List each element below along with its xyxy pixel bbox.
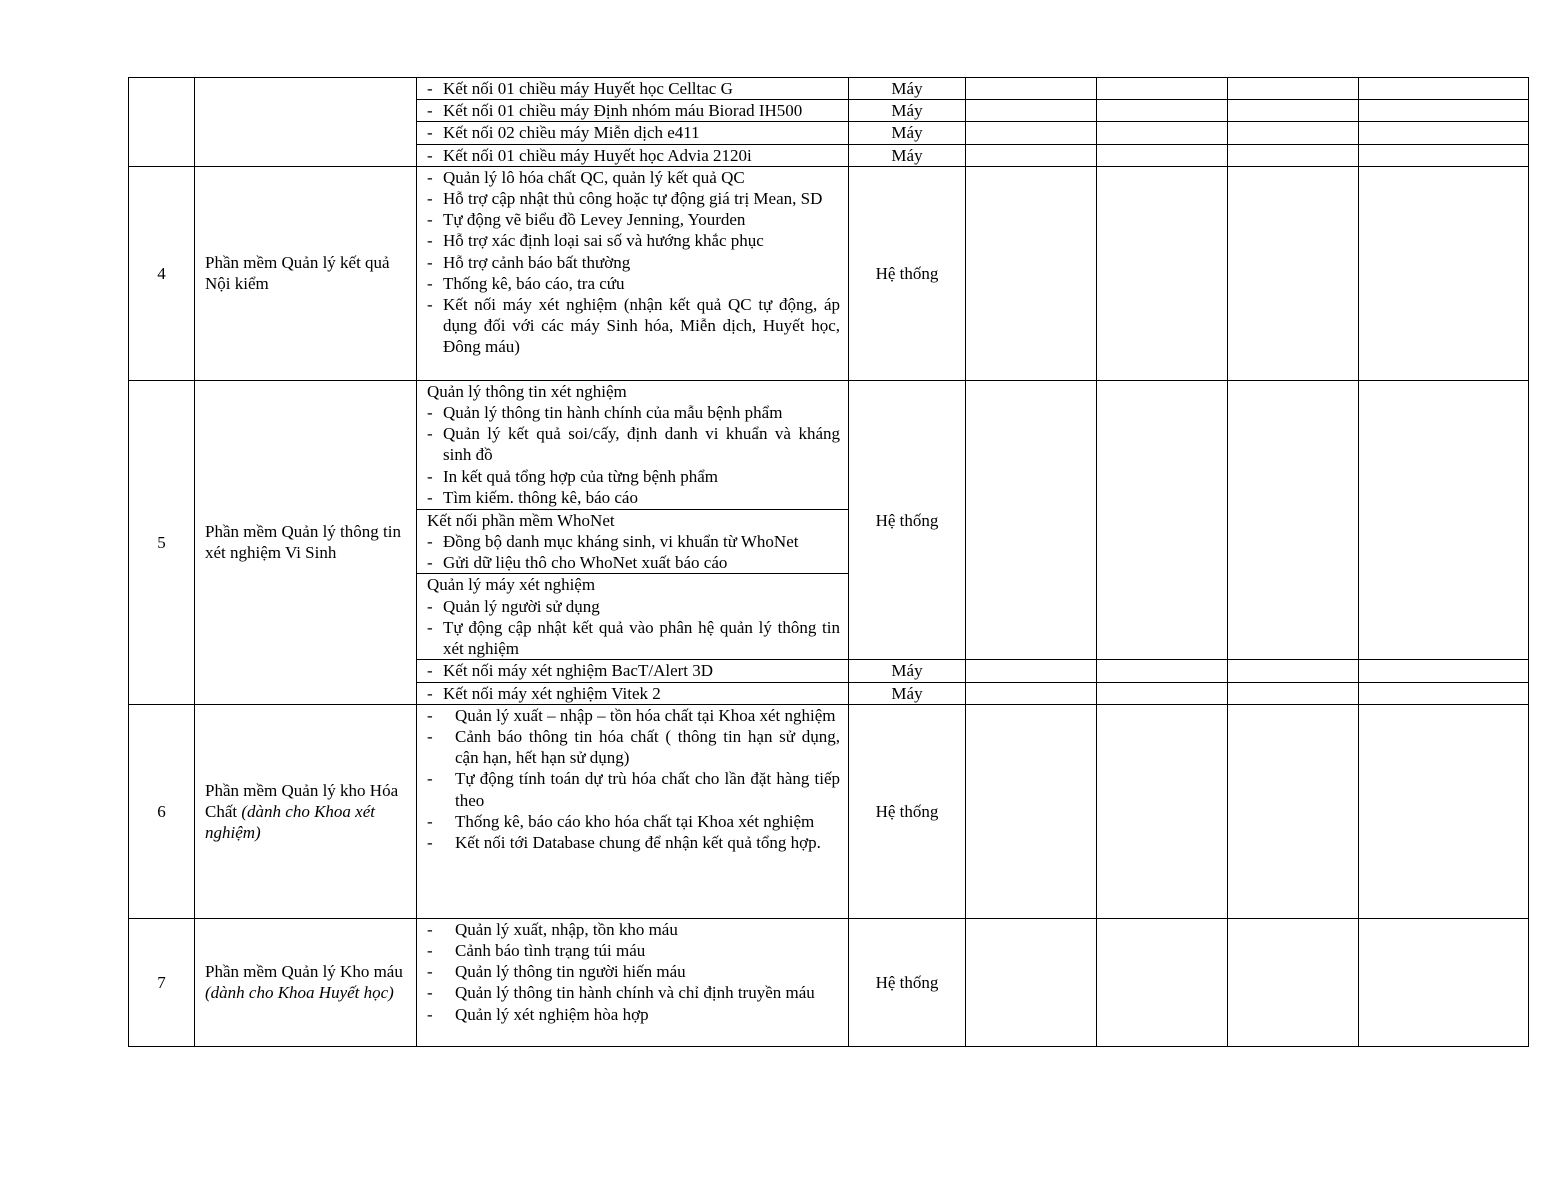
cell-name: Phần mềm Quản lý Kho máu (dành cho Khoa Huyết học) (195, 918, 417, 1046)
list-item: - Tự động cập nhật kết quả vào phân hệ quản lý thông tin xét nghiệm (427, 617, 840, 659)
table-row (129, 166, 1529, 380)
cell-unit: Máy (849, 122, 966, 144)
cell-desc (417, 166, 849, 380)
list-item: - Quản lý xuất, nhập, tồn kho máu (427, 919, 678, 939)
cell-unit: Hệ thống (849, 166, 966, 380)
list-item: - Đồng bộ danh mục kháng sinh, vi khuẩn từ WhoNet (427, 532, 799, 552)
list-item: - Tự động tính toán dự trù hóa chất cho lần đặt hàng tiếp theo (427, 769, 840, 810)
cell-desc (417, 122, 849, 144)
cell-desc (417, 100, 849, 122)
cell-name: Phần mềm Quản lý kết quả Nội kiểm (195, 166, 417, 380)
list-item: - Thống kê, báo cáo, tra cứu (427, 273, 625, 293)
list-item: - Kết nối tới Database chung để nhận kết quả tổng hợp. (427, 833, 821, 853)
cell-desc (417, 918, 849, 1046)
list-item: - Quản lý kết quả soi/cấy, định danh vi khuẩn và kháng sinh đồ (427, 424, 840, 465)
cell-name (195, 78, 417, 167)
cell-desc (417, 704, 849, 918)
cell-unit: Hệ thống (849, 918, 966, 1046)
list-item: - Kết nối 01 chiều máy Huyết học Celltac G (427, 79, 733, 98)
list-item: - Kết nối 02 chiều máy Miễn dịch e411 (427, 123, 700, 143)
group-heading: Kết nối phần mềm WhoNet (427, 510, 615, 530)
cell-unit: Máy (849, 78, 966, 100)
cell-desc (417, 682, 849, 704)
cell-no: 4 (129, 166, 195, 380)
list-item: - Cảnh báo thông tin hóa chất ( thông tin hạn sử dụng, cận hạn, hết hạn sử dụng) (427, 727, 840, 768)
table-row (129, 918, 1529, 1046)
cell-unit: Máy (849, 144, 966, 166)
list-item: - Quản lý người sử dụng (427, 596, 600, 616)
list-item: - Kết nối máy xét nghiệm Vitek 2 (427, 683, 661, 703)
list-item: - Tự động vẽ biểu đồ Levey Jenning, Yourden (427, 210, 746, 230)
cell-desc (417, 144, 849, 166)
cell-unit: Máy (849, 682, 966, 704)
cell-unit: Hệ thống (849, 704, 966, 918)
table-row (129, 704, 1529, 918)
cell-desc (417, 574, 849, 660)
group-heading: Quản lý thông tin xét nghiệm (427, 381, 627, 401)
cell-no (129, 78, 195, 167)
list-item: - Kết nối 01 chiều máy Huyết học Advia 2120i (427, 145, 752, 165)
list-item: - Kết nối máy xét nghiệm BacT/Alert 3D (427, 661, 714, 681)
group-heading: Quản lý máy xét nghiệm (427, 575, 596, 595)
list-item: - Hỗ trợ cảnh báo bất thường (427, 252, 631, 272)
list-item: - Kết nối máy xét nghiệm (nhận kết quả QC tự động, áp dụng đối với các máy Sinh hóa, Miễn dịch, Huyết học, Đông máu) (427, 295, 840, 357)
table-row (129, 78, 1529, 100)
list-item: - Quản lý thông tin hành chính của mẫu bệnh phẩm (427, 403, 783, 423)
list-item: - Quản lý lô hóa chất QC, quản lý kết quả QC (427, 167, 745, 187)
cell-name: Phần mềm Quản lý thông tin xét nghiệm Vi Sinh (195, 380, 417, 704)
table-row (129, 380, 1529, 509)
list-item: - Tìm kiếm. thông kê, báo cáo (427, 487, 638, 507)
cell-unit: Máy (849, 100, 966, 122)
list-item: - Thống kê, báo cáo kho hóa chất tại Khoa xét nghiệm (427, 811, 815, 831)
cell-desc (417, 380, 849, 509)
list-item: - Cảnh báo tình trạng túi máu (427, 941, 646, 961)
cell-name: Phần mềm Quản lý kho Hóa Chất (dành cho Khoa xét nghiệm) (195, 704, 417, 918)
cell-desc (417, 509, 849, 574)
list-item: - Quản lý xét nghiệm hòa hợp (427, 1004, 649, 1024)
list-item: - Hỗ trợ xác định loại sai số và hướng khắc phục (427, 231, 764, 251)
list-item: - Quản lý thông tin hành chính và chỉ định truyền máu (427, 983, 815, 1003)
cell-desc (417, 78, 849, 100)
cell-desc (417, 660, 849, 682)
cell-no: 7 (129, 918, 195, 1046)
cell-unit: Hệ thống (849, 380, 966, 660)
list-item: - Quản lý thông tin người hiến máu (427, 962, 686, 982)
list-item: - Kết nối 01 chiều máy Định nhóm máu Biorad IH500 (427, 101, 803, 121)
list-item: - Gửi dữ liệu thô cho WhoNet xuất báo cáo (427, 553, 728, 573)
cell-unit: Máy (849, 660, 966, 682)
cell-no: 5 (129, 380, 195, 704)
requirements-table (128, 77, 1529, 1047)
cell-no: 6 (129, 704, 195, 918)
list-item: - Quản lý xuất – nhập – tồn hóa chất tại Khoa xét nghiệm (427, 705, 836, 725)
list-item: - Hỗ trợ cập nhật thủ công hoặc tự động giá trị Mean, SD (427, 189, 823, 209)
list-item: - In kết quả tổng hợp của từng bệnh phẩm (427, 466, 719, 486)
